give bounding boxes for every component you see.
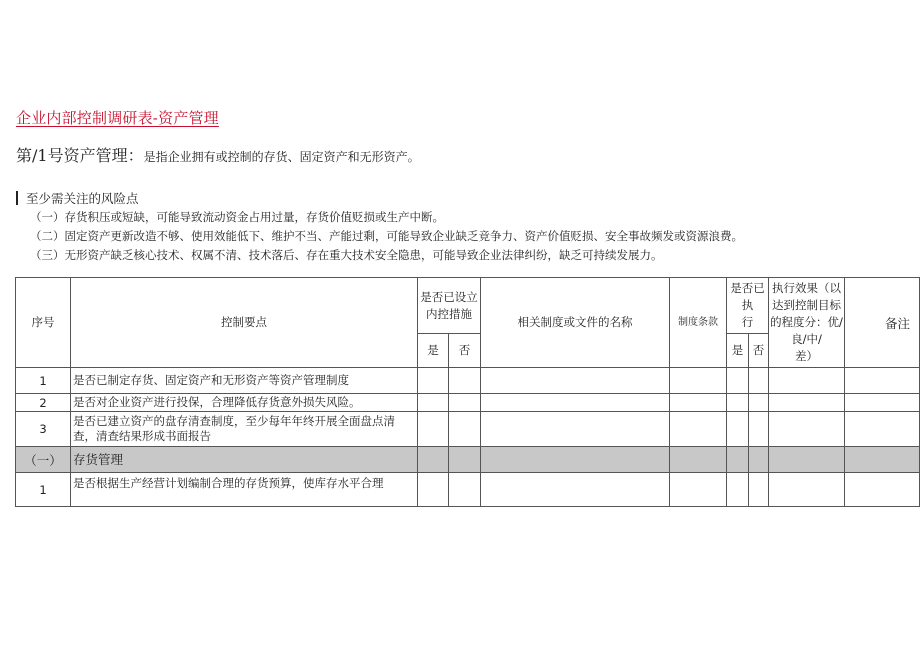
group-cell: [481, 447, 670, 473]
header-effect: [769, 278, 845, 368]
cell-executed-yes[interactable]: [727, 368, 749, 394]
cell-clauses[interactable]: [670, 412, 727, 447]
cell-measure-yes[interactable]: [418, 412, 449, 447]
cell-effect[interactable]: [769, 394, 845, 412]
row-seq: 1: [16, 368, 71, 394]
section-heading: [16, 143, 420, 166]
cell-clauses[interactable]: [670, 473, 727, 507]
cell-executed-yes[interactable]: [727, 394, 749, 412]
cell-measure-yes[interactable]: [418, 473, 449, 507]
cell-executed-yes[interactable]: [727, 473, 749, 507]
row-control-point: 是否根据生产经营计划编制合理的存货预算，使库存水平合理: [71, 473, 418, 507]
risk-item-1: （一）存货积压或短缺，可能导致流动资金占用过量，存货价值贬损或生产中断。: [30, 210, 444, 224]
header-measure-set-line2: 内控措施: [426, 306, 472, 321]
group-row: [16, 447, 920, 473]
header-effect-line2: 达到控制目标: [772, 298, 841, 312]
cell-related-docs[interactable]: [481, 394, 670, 412]
header-measure-set-line1: 是否已设立: [420, 289, 478, 304]
header-clauses: 制度条款: [670, 278, 727, 368]
header-remarks: 备注: [845, 278, 920, 368]
header-executed-no: 否: [749, 334, 769, 368]
row-control-point: 是否对企业资产进行投保，合理降低存货意外损失风险。: [71, 394, 418, 412]
document-title: 企业内部控制调研表-资产管理: [16, 109, 219, 127]
risk-item-2: （二）固定资产更新改造不够、使用效能低下、维护不当、产能过剩，可能导致企业缺乏竞争力、资产价值贬损、安全事故频发或资源浪费。: [30, 229, 743, 243]
cell-executed-yes[interactable]: [727, 412, 749, 447]
cell-related-docs[interactable]: [481, 473, 670, 507]
group-cell: [749, 447, 769, 473]
header-executed: [727, 278, 769, 334]
cell-related-docs[interactable]: [481, 412, 670, 447]
cell-remarks[interactable]: [845, 368, 920, 394]
cell-measure-no[interactable]: [449, 368, 481, 394]
header-executed-line1: 是否已执: [730, 281, 765, 312]
cell-executed-no[interactable]: [749, 473, 769, 507]
cell-effect[interactable]: [769, 473, 845, 507]
cell-measure-no[interactable]: [449, 394, 481, 412]
table-row: [16, 473, 920, 507]
row-control-point: 是否已建立资产的盘存清查制度，至少每年年终开展全面盘点清查，清查结果形成书面报告: [71, 412, 418, 447]
header-measure-set: [418, 278, 481, 334]
group-cell: [449, 447, 481, 473]
section-heading-lead: 第/1号资产管理：: [16, 146, 144, 165]
header-effect-line4: 良/中/: [791, 332, 822, 346]
cell-related-docs[interactable]: [481, 368, 670, 394]
group-cell: [670, 447, 727, 473]
row-control-point: 是否已制定存货、固定资产和无形资产等资产管理制度: [71, 368, 418, 394]
title-bar-marker: [16, 191, 18, 205]
risk-points-title: [16, 188, 896, 208]
header-measure-yes: 是: [418, 334, 449, 368]
header-executed-line2: 行: [741, 315, 754, 329]
table-row: [16, 368, 920, 394]
cell-measure-yes[interactable]: [418, 394, 449, 412]
group-seq: （一）: [16, 447, 71, 473]
cell-remarks[interactable]: [845, 412, 920, 447]
table-row: [16, 394, 920, 412]
cell-remarks[interactable]: [845, 394, 920, 412]
header-effect-line3: 的程度分：优/: [770, 315, 843, 329]
cell-measure-no[interactable]: [449, 412, 481, 447]
risk-points-block: [16, 188, 896, 265]
cell-executed-no[interactable]: [749, 412, 769, 447]
table-row: [16, 412, 920, 447]
cell-measure-yes[interactable]: [418, 368, 449, 394]
cell-effect[interactable]: [769, 368, 845, 394]
group-cell: [727, 447, 749, 473]
row-seq: 3: [16, 412, 71, 447]
cell-clauses[interactable]: [670, 394, 727, 412]
header-effect-line1: 执行效果（以: [772, 281, 841, 295]
header-effect-line5: 差）: [795, 349, 818, 363]
header-control-point: 控制要点: [71, 278, 418, 368]
group-cell: [418, 447, 449, 473]
row-seq: 2: [16, 394, 71, 412]
control-survey-table: [15, 277, 920, 507]
header-executed-yes: 是: [727, 334, 749, 368]
header-related-docs: 相关制度或文件的名称: [481, 278, 670, 368]
group-cell: [769, 447, 845, 473]
group-cell: [845, 447, 920, 473]
cell-executed-no[interactable]: [749, 394, 769, 412]
risk-points-title-text: 至少需关注的风险点: [26, 191, 139, 206]
header-measure-no: 否: [449, 334, 481, 368]
header-seq: 序号: [16, 278, 71, 368]
cell-clauses[interactable]: [670, 368, 727, 394]
section-heading-desc: 是指企业拥有或控制的存货、固定资产和无形资产。: [143, 150, 420, 164]
cell-remarks[interactable]: [845, 473, 920, 507]
cell-effect[interactable]: [769, 412, 845, 447]
cell-executed-no[interactable]: [749, 368, 769, 394]
risk-item-3: （三）无形资产缺乏核心技术、权属不清、技术落后、存在重大技术安全隐患，可能导致企业法律纠纷，缺乏可持续发展力。: [30, 248, 663, 262]
group-label: 存货管理: [71, 447, 418, 473]
cell-measure-no[interactable]: [449, 473, 481, 507]
row-seq: 1: [16, 473, 71, 507]
